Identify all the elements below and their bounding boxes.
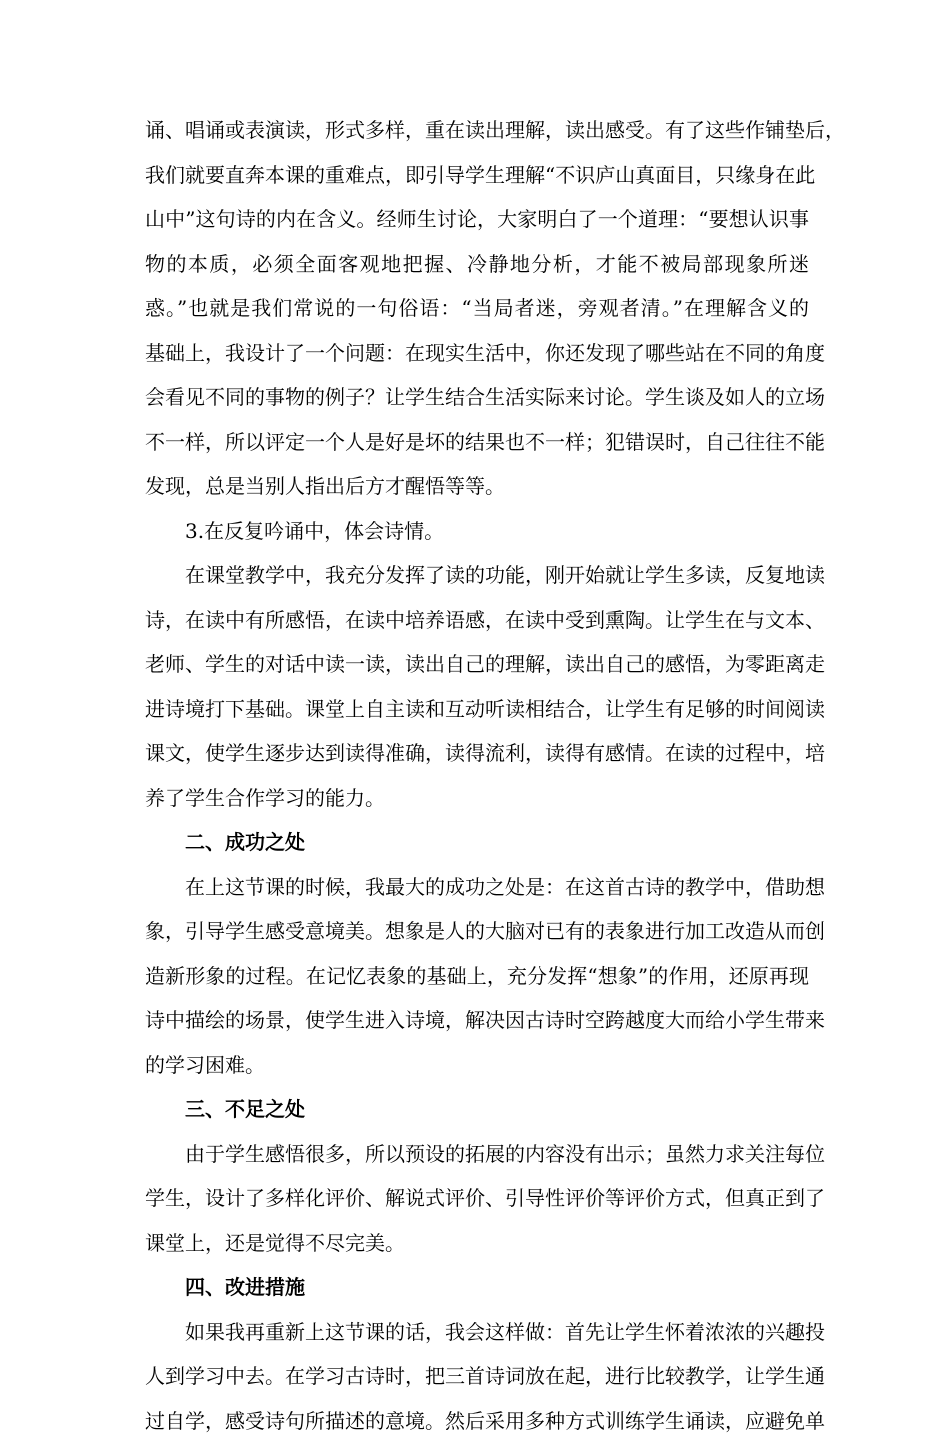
text-line: 老师、学生的对话中读一读，读出自己的理解，读出自己的感悟，为零距离走 [145,642,809,687]
text-line: 人到学习中去。在学习古诗时，把三首诗词放在起，进行比较教学，让学生通 [145,1354,809,1399]
text-line: 基础上，我设计了一个问题：在现实生活中，你还发现了哪些站在不同的角度 [145,331,809,376]
text-line: 物的本质，必须全面客观地把握、冷静地分析，才能不被局部现象所迷 [145,242,809,287]
text-line: 进诗境打下基础。课堂上自主读和互动听读相结合，让学生有足够的时间阅读 [145,687,809,732]
text-line: 在上这节课的时候，我最大的成功之处是：在这首古诗的教学中，借助想 [145,865,809,910]
text-line: 诵、唱诵或表演读，形式多样，重在读出理解，读出感受。有了这些作铺垫后， [145,108,809,153]
text-line: 学生，设计了多样化评价、解说式评价、引导性评价等评价方式，但真正到了 [145,1176,809,1221]
text-line: 由于学生感悟很多，所以预设的拓展的内容没有出示；虽然力求关注每位 [145,1132,809,1177]
text-line: 造新形象的过程。在记忆表象的基础上，充分发挥“想象”的作用，还原再现 [145,954,809,999]
text-line: 课堂上，还是觉得不尽完美。 [145,1221,809,1266]
section-heading: 二、成功之处 [145,820,809,865]
section-heading: 四、改进措施 [145,1265,809,1310]
text-line: 不一样，所以评定一个人是好是坏的结果也不一样；犯错误时，自己往往不能 [145,420,809,465]
text-line: 课文，使学生逐步达到读得准确，读得流利，读得有感情。在读的过程中，培 [145,731,809,776]
section-heading: 三、不足之处 [145,1087,809,1132]
text-line: 惑。”也就是我们常说的一句俗语：“当局者迷，旁观者清。”在理解含义的 [145,286,809,331]
text-line: 过自学，感受诗句所描述的意境。然后采用多种方式训练学生诵读，应避免单 [145,1399,809,1443]
text-line: 我们就要直奔本课的重难点，即引导学生理解“不识庐山真面目，只缘身在此 [145,153,809,198]
text-line: 在课堂教学中，我充分发挥了读的功能，刚开始就让学生多读，反复地读 [145,553,809,598]
text-line: 会看见不同的事物的例子？让学生结合生活实际来讨论。学生谈及如人的立场 [145,375,809,420]
text-line: 3.在反复吟诵中，体会诗情。 [145,509,809,554]
text-line: 的学习困难。 [145,1043,809,1088]
text-line: 山中”这句诗的内在含义。经师生讨论，大家明白了一个道理：“要想认识事 [145,197,809,242]
text-line: 发现，总是当别人指出后方才醒悟等等。 [145,464,809,509]
text-line: 象，引导学生感受意境美。想象是人的大脑对已有的表象进行加工改造从而创 [145,909,809,954]
text-line: 诗，在读中有所感悟，在读中培养语感，在读中受到熏陶。让学生在与文本、 [145,598,809,643]
text-line: 养了学生合作学习的能力。 [145,776,809,821]
text-line: 如果我再重新上这节课的话，我会这样做：首先让学生怀着浓浓的兴趣投 [145,1310,809,1355]
document-body [145,108,809,1443]
text-line: 诗中描绘的场景，使学生进入诗境，解决因古诗时空跨越度大而给小学生带来 [145,998,809,1043]
